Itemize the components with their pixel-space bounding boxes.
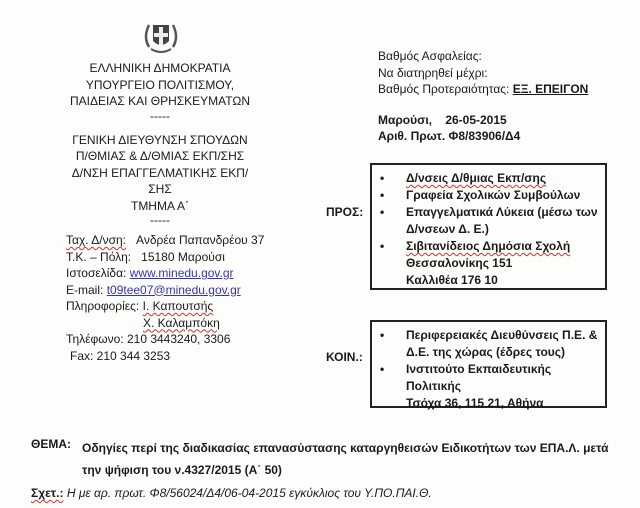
recipient-item: • Σιβιτανίδειος Δημόσια Σχολή Θεσσαλονίκης 151 Καλλιθέα 176 10 [380, 238, 605, 289]
header-line: ΥΠΟΥΡΓΕΙΟ ΠΟΛΙΤΙΣΜΟΥ, [85, 77, 235, 92]
subject-text [82, 437, 609, 481]
header-line: ΠΑΙΔΕΙΑΣ ΚΑΙ ΘΡΗΣΚΕΥΜΑΤΩΝ [69, 94, 251, 108]
header-line: ΤΜΗΜΑ Α΄ [130, 198, 189, 213]
related-label: Σχετ.: [31, 486, 64, 500]
recipient-item: • Δ/νσεις Δ/θμιας Εκπ/σης [380, 170, 605, 187]
cc-item: • Ινστιτούτο Εκπαιδευτικής Πολιτικής Τσόχα 36, 115 21, Αθήνα [380, 361, 605, 412]
city: 15180 Μαρούσι [141, 249, 225, 264]
cc-box [370, 320, 607, 408]
website-label: Ιστοσελίδα: [66, 266, 127, 280]
info-label: Πληροφορίες: [66, 299, 140, 313]
header-line: ----- [150, 108, 170, 123]
city-label: Τ.Κ. – Πόλη: [66, 249, 132, 264]
contact-block [66, 232, 264, 364]
address: Ανδρέα Παπανδρέου 37 [136, 233, 265, 247]
related-text: Η με αρ. πρωτ. Φ8/56024/Δ4/06-04-2015 εγκύκλιος του Υ.ΠΟ.ΠΑΙ.Θ. [66, 486, 432, 500]
to-label: ΠΡΟΣ: [326, 205, 364, 219]
related-reference [31, 485, 432, 502]
cc-item: • Περιφερειακές Διευθύνσεις Π.Ε. & Δ.Ε. της χώρας (έδρες τους) [380, 327, 605, 361]
place-date: Μαρούσι, 26-05-2015 [378, 112, 507, 127]
info-contact: Χ. Καλαμπόκη [143, 315, 220, 330]
priority-value: ΕΞ. ΕΠΕΙΓΟΝ [512, 82, 589, 96]
document-meta [378, 48, 588, 145]
phone: Τηλέφωνο: 210 3443240, 3306 [66, 332, 231, 346]
protocol-number: Αριθ. Πρωτ. Φ8/83906/Δ4 [378, 129, 521, 143]
priority-label: Βαθμός Προτεραιότητας: [378, 82, 510, 96]
keep-until: Να διατηρηθεί μέχρι: [378, 65, 488, 80]
recipient-item: • Επαγγελματικά Λύκεια (μέσω των Δ/νσεων Δ. Ε.) [380, 204, 605, 238]
subject-line: Οδηγίες περί της διαδικασίας επανασύστασης καταργηθεισών Ειδικοτήτων των ΕΠΑ.Λ. μετά [82, 441, 609, 455]
coat-of-arms-emblem [141, 17, 181, 57]
header-line: ΓΕΝΙΚΗ ΔΙΕΥΘΥΝΣΗ ΣΠΟΥΔΩΝ [72, 132, 248, 147]
email-link[interactable]: t09tee07@minedu.gov.gr [106, 282, 241, 297]
info-contact: Ι. Καπουτσής [142, 299, 214, 313]
subject-label: ΘΕΜΑ: [31, 437, 71, 451]
cc-label: ΚΟΙΝ.: [326, 350, 363, 364]
recipients-box [370, 163, 607, 290]
subject-line: την ψήφιση του ν.4327/2015 (Α΄ 50) [82, 463, 282, 477]
header-line: Π/ΘΜΙΑΣ & Δ/ΘΜΙΑΣ ΕΚΠ/ΣΗΣ [75, 149, 245, 163]
issuer-header [60, 60, 260, 226]
email-label: E-mail: [66, 282, 104, 297]
recipient-item: • Γραφεία Σχολικών Συμβούλων [380, 187, 605, 204]
header-line: ----- [150, 213, 170, 227]
website-link[interactable]: www.minedu.gov.gr [129, 266, 234, 280]
header-line: Δ/ΝΣΗ ΕΠΑΓΓΕΛΜΑΤΙΚΗΣ ΕΚΠ/ΣΗΣ [71, 165, 249, 196]
header-line: ΕΛΛΗΝΙΚΗ ΔΗΜΟΚΡΑΤΙΑ [89, 61, 231, 75]
security-level: Βαθμός Ασφαλείας: [378, 49, 482, 63]
address-label: Ταχ. Δ/νση: [66, 233, 127, 247]
fax: Fax: 210 344 3253 [70, 348, 171, 363]
